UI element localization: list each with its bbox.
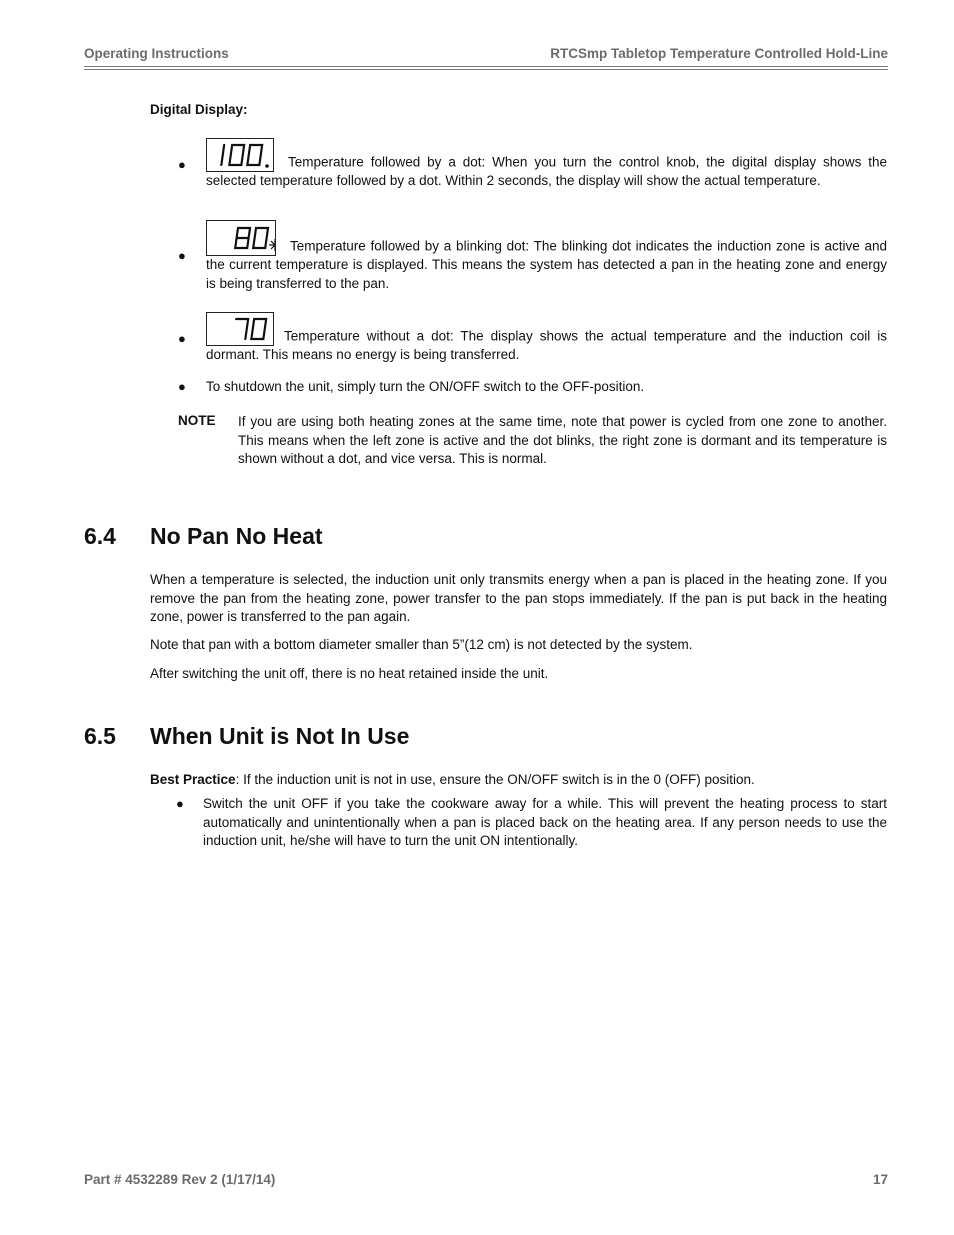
best-practice-text: : If the induction unit is not in use, ensure the ON/OFF switch is in the 0 (OFF) position. xyxy=(235,772,755,787)
paragraph: When a temperature is selected, the induction unit only transmits energy when a pan is placed in the heating zone. If you remove the pan from the heating zone, power transfer to the pan stops immediately. If the pan is put back in the heating zone, power is transferred to the pan again. xyxy=(150,572,887,625)
digital-display-heading: Digital Display: xyxy=(150,102,248,117)
bullet-marker: ● xyxy=(178,379,186,394)
blinking-dot-icon xyxy=(269,239,275,251)
bullet-marker: ● xyxy=(178,331,186,346)
paragraph: After switching the unit off, there is no heat retained inside the unit. xyxy=(150,666,549,681)
best-practice-paragraph xyxy=(150,771,887,790)
display-item-100 xyxy=(206,138,887,191)
header-left: Operating Instructions xyxy=(84,46,229,61)
seven-segment-display-100 xyxy=(206,138,274,172)
display-item-text: Temperature followed by a dot: When you turn the control knob, the digital display shows the selected temperature followed by a dot. Within 2 seconds, the display will show the actual temperature. xyxy=(206,154,887,188)
shutdown-item: To shutdown the unit, simply turn the ON/OFF switch to the OFF-position. xyxy=(206,379,645,394)
bullet-marker: ● xyxy=(176,796,184,811)
display-item-70 xyxy=(206,312,887,365)
note-label: NOTE xyxy=(178,413,216,428)
section-title: No Pan No Heat xyxy=(150,523,323,549)
display-item-text: Temperature without a dot: The display shows the actual temperature and the induction coil is dormant. This means no energy is being transferred. xyxy=(206,328,887,362)
paragraph: Note that pan with a bottom diameter smaller than 5”(12 cm) is not detected by the system. xyxy=(150,637,693,652)
bullet-marker: ● xyxy=(178,157,186,172)
seven-segment-display-80 xyxy=(206,220,276,256)
best-practice-label: Best Practice xyxy=(150,772,236,787)
bullet-marker: ● xyxy=(178,248,186,263)
seven-segment-display-70 xyxy=(206,312,274,346)
section-number: 6.5 xyxy=(84,723,116,749)
header-right: RTCSmp Tabletop Temperature Controlled Hold-Line xyxy=(550,46,888,61)
header-rule-secondary xyxy=(84,69,888,70)
page-header xyxy=(84,46,888,64)
best-practice-bullet: Switch the unit OFF if you take the cookware away for a while. This will prevent the heating process to start automatically and unintentionally when a pan is placed back on the heating area. If any person needs to use the induction unit, he/she will have to turn the unit ON intentionally. xyxy=(203,796,887,849)
page-number: 17 xyxy=(872,1172,888,1187)
display-item-text: Temperature followed by a blinking dot: The blinking dot indicates the induction zone is active and the current temperature is displayed. This means the system has detected a pan in the heating zone and energy is being transferred to the pan. xyxy=(206,238,887,291)
display-item-80 xyxy=(206,220,887,293)
note-text: If you are using both heating zones at the same time, note that power is cycled from one zone to another. This means when the left zone is active and the dot blinks, the right zone is dormant and its temperature is shown without a dot, and vice versa. This is normal. xyxy=(238,414,887,467)
section-title: When Unit is Not In Use xyxy=(150,723,410,749)
section-number: 6.4 xyxy=(84,523,116,549)
header-rule xyxy=(84,66,888,67)
part-number: Part # 4532289 Rev 2 (1/17/14) xyxy=(84,1172,276,1187)
